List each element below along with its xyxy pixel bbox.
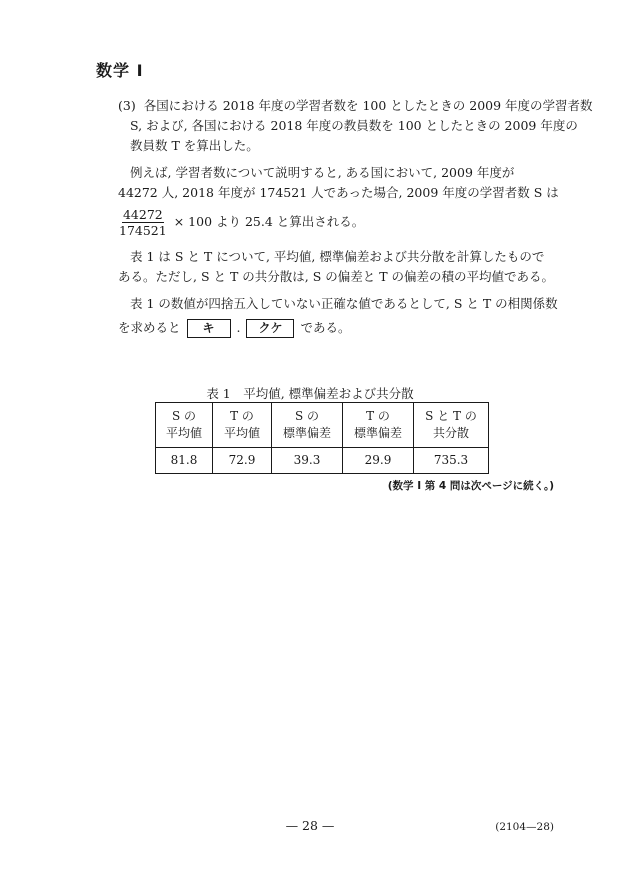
answer-line <box>118 318 564 338</box>
header-t-mean: T の 平均値 <box>213 403 272 448</box>
stats-table <box>155 402 489 474</box>
question-paragraph <box>118 294 564 338</box>
fraction-denominator: 174521 <box>119 222 167 238</box>
value-s-mean: 81.8 <box>156 448 213 474</box>
answer-box-kuke[interactable]: クケ <box>246 319 294 338</box>
fraction-line <box>118 203 564 241</box>
table-header-row <box>156 403 489 448</box>
example-line-2: 44272 人, 2018 年度が 174521 人であった場合, 2009 年度の学習者数 S は <box>118 185 559 200</box>
answer-suffix: である。 <box>300 320 351 335</box>
table-desc-line-2: ある。ただし, S と T の共分散は, S の偏差と T の偏差の積の平均値である。 <box>118 269 555 284</box>
value-t-mean: 72.9 <box>213 448 272 474</box>
fraction <box>118 207 168 238</box>
example-line-1: 例えば, 学習者数について説明すると, ある国において, 2009 年度が <box>130 165 515 180</box>
value-st-cov: 735.3 <box>414 448 489 474</box>
table-desc-line-1: 表 1 は S と T について, 平均値, 標準偏差および共分散を計算したもので <box>130 249 545 264</box>
intro-line-3: 教員数 T を算出した。 <box>130 138 259 153</box>
answer-prefix: を求めると <box>118 320 181 335</box>
continuation-note: (数学 I 第 4 問は次ページに続く。) <box>387 480 554 492</box>
value-s-sd: 39.3 <box>272 448 343 474</box>
value-t-sd: 29.9 <box>343 448 414 474</box>
header-t-sd: T の 標準偏差 <box>343 403 414 448</box>
header-s-mean: S の 平均値 <box>156 403 213 448</box>
answer-separator: . <box>236 320 241 335</box>
example-paragraph <box>118 163 564 241</box>
fraction-numerator: 44272 <box>122 206 163 222</box>
intro-line-2: S, および, 各国における 2018 年度の教員数を 100 としたときの 2009 年度の <box>130 118 578 133</box>
answer-box-ki[interactable]: キ <box>187 319 231 338</box>
fraction-tail: × 100 より 25.4 と算出される。 <box>173 214 365 229</box>
subject-heading: 数学 I <box>96 61 144 80</box>
table-row <box>156 448 489 474</box>
intro-line-1: 各国における 2018 年度の学習者数を 100 としたときの 2009 年度の学習者数 <box>143 98 593 113</box>
header-st-cov: S と T の 共分散 <box>414 403 489 448</box>
exam-code: (2104—28) <box>495 821 554 833</box>
table-title: 表 1 平均値, 標準偏差および共分散 <box>206 386 414 401</box>
problem-body <box>118 96 593 338</box>
problem-number: (3) <box>118 98 136 113</box>
intro-paragraph <box>118 96 593 156</box>
question-line: 表 1 の数値が四捨五入していない正確な値であるとして, S と T の相関係数 <box>130 296 558 311</box>
page-number: — 28 — <box>285 818 335 833</box>
table-description <box>118 247 564 287</box>
header-s-sd: S の 標準偏差 <box>272 403 343 448</box>
